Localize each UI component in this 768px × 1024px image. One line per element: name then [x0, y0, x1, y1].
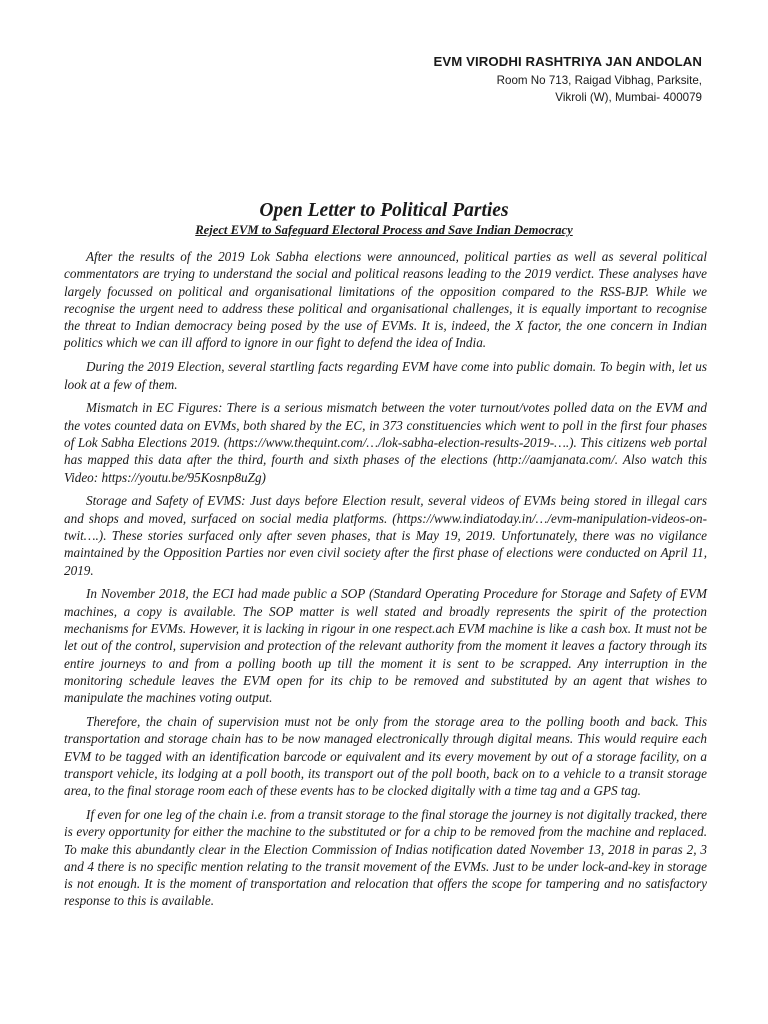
- paragraph-3: Mismatch in EC Figures: There is a serious mismatch between the voter turnout/votes polled data on the EVM and the votes counted data on EVMs, both shared by the EC, in 373 constituencies which went to poll in the first four phases of Lok Sabha Elections 2019. (https://www.thequint.com/…/lok-sabha-election-results-2019-….). This citizens web portal has mapped this data after the third, fourth and sixth phases of the elections (http://aamjanata.com/. Also watch this Video: https://youtu.be/95Kosnp8uZg): [64, 400, 707, 485]
- address-line-1: Room No 713, Raigad Vibhag, Parksite,: [496, 74, 702, 87]
- paragraph-4: Storage and Safety of EVMS: Just days before Election result, several videos of EVMs being stored in illegal cars and shops and moved, surfaced on social media platforms. (https://www.indiatoday.in/…/evm-manipulation-videos-on-twit….). These stories surfaced only after seven phases, that is May 19, 2019. Unfortunately, there was no vigilance maintained by the Opposition Parties nor even civil society after the first phase of elections were conducted on April 11, 2019.: [64, 493, 707, 578]
- paragraph-1: After the results of the 2019 Lok Sabha elections were announced, political parties as well as several political commentators are trying to understand the social and political reasons leading to the 2019 verdict. These analyses have largely focussed on political and organisational limitations of the opposition compared to the RSS-BJP. While we recognise the urgent need to address these political and organisational challenges, it is equally important to recognise the threat to Indian democracy being posed by the use of EVMs. It is, indeed, the X factor, the one concern in Indian politics which we can ill afford to ignore in our fight to defend the idea of India.: [64, 249, 707, 351]
- letter-title: Open Letter to Political Parties: [259, 200, 509, 221]
- paragraph-2: During the 2019 Election, several startling facts regarding EVM have come into public domain. To begin with, let us look at a few of them.: [64, 359, 707, 392]
- letter-subtitle: Reject EVM to Safeguard Electoral Process and Save Indian Democracy: [195, 223, 573, 237]
- paragraph-6: Therefore, the chain of supervision must not be only from the storage area to the polling booth and back. This transportation and storage chain has to be now managed electronically through digital means. This would require each EVM to be tagged with an identification barcode or equivalent and its every movement by out of a storage facility, on a transport vehicle, its lodging at a poll booth, its transport out of the poll booth, back on to a vehicle to a transit storage area, to the final storage room each of these events has to be clocked digitally with a time tag and a GPS tag.: [64, 713, 707, 799]
- organization-name: EVM VIRODHI RASHTRIYA JAN ANDOLAN: [433, 54, 702, 69]
- address-line-2: Vikroli (W), Mumbai- 400079: [555, 91, 702, 104]
- title-block: [0, 200, 768, 238]
- paragraph-5: In November 2018, the ECI had made public a SOP (Standard Operating Procedure for Storage and Safety of EVM machines, a copy is available. The SOP matter is well stated and broadly represents the spirit of the protection mechanisms for EVMs. However, it is lacking in rigour in one respect.ach EVM machine is like a cash box. It must not be let out of the control, supervision and protection of the relevant authority from the moment it leaves a factory through its entire journeys to and from a polling booth up till the moment it is sent to be scrapped. Any interruption in the monitoring schedule leaves the EVM open for its chip to be removed and substituted by an agent that wishes to manipulate the machines voting output.: [64, 586, 707, 706]
- sender-block: [433, 54, 702, 106]
- paragraph-7: If even for one leg of the chain i.e. from a transit storage to the final storage the journey is not digitally tracked, there is every opportunity for either the machine to the substituted or for a chip to be removed from the machine and replaced. To make this abundantly clear in the Election Commission of Indias notification dated November 13, 2018 in paras 2, 3 and 4 there is no specific mention relating to the transit movement of the EVMs. Just to be under lock-and-key in storage is not enough. It is the moment of transportation and relocation that offers the scope for tampering and no satisfactory response to this is available.: [64, 806, 707, 909]
- letter-body: [64, 248, 707, 916]
